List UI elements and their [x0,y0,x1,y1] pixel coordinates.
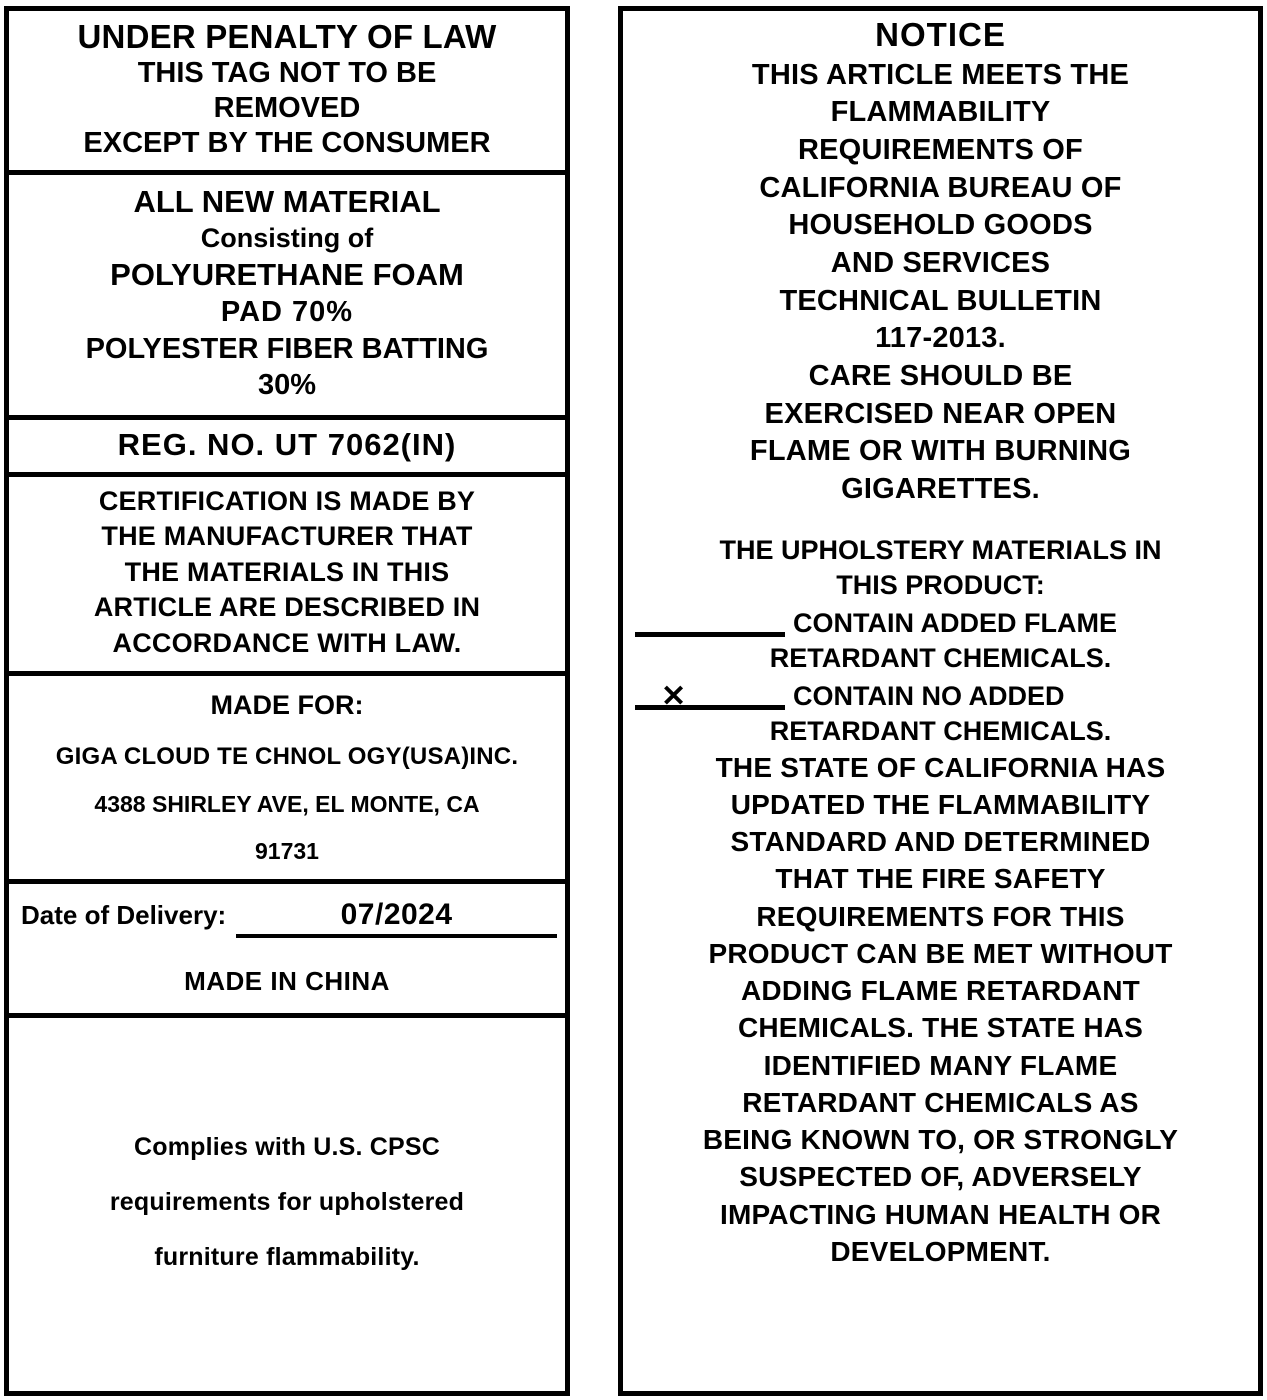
material-section [9,170,565,414]
certification-line-1: CERTIFICATION IS MADE BY [98,485,476,516]
company-name: GIGA CLOUD TE CHNOL OGY(USA)INC. [55,742,519,770]
option-no-added-row[interactable] [633,680,1248,714]
state-statement-line: IMPACTING HUMAN HEALTH OR [719,1198,1162,1230]
notice-body-line: TECHNICAL BULLETIN [779,284,1102,317]
state-statement-line: BEING KNOWN TO, OR STRONGLY [702,1124,1179,1156]
penalty-line-1: UNDER PENALTY OF LAW [77,18,497,55]
certification-section [9,472,565,671]
option-no-added-continuation: RETARDANT CHEMICALS. [769,715,1112,746]
notice-body-line: CARE SHOULD BE [808,360,1073,393]
certification-line-3: THE MATERIALS IN THIS [124,556,450,587]
state-statement-line: IDENTIFIED MANY FLAME [763,1049,1118,1081]
company-address-line-1: 4388 SHIRLEY AVE, EL MONTE, CA [94,790,480,817]
notice-body [750,57,1131,509]
notice-body-line: AND SERVICES [830,247,1051,280]
notice-body-line: 117-2013. [875,322,1006,355]
cpsc-line-3: furniture flammability. [154,1242,420,1271]
material-heading: ALL NEW MATERIAL [133,184,441,220]
certification-line-5: ACCORDANCE WITH LAW. [112,628,462,659]
material-batting-percent: 30% [257,368,317,401]
state-statement-line: UPDATED THE FLAMMABILITY [730,788,1151,820]
state-statement-line: DEVELOPMENT. [830,1235,1051,1267]
material-pad: PAD 70% [220,296,354,329]
upholstery-intro [719,533,1161,603]
penalty-line-4: EXCEPT BY THE CONSUMER [83,126,491,159]
state-statement [703,749,1178,1270]
notice-body-line: GIGARETTES. [841,473,1040,506]
notice-title: NOTICE [875,16,1006,53]
delivery-label: Date of Delivery: [21,899,227,930]
checkbox-blank-contain-added[interactable] [635,609,785,639]
material-consisting-label: Consisting of [200,222,374,253]
right-panel [618,6,1263,1396]
state-statement-line: PRODUCT CAN BE MET WITHOUT [708,937,1173,969]
penalty-section [9,11,565,170]
cpsc-section [9,1013,565,1391]
state-statement-line: SUSPECTED OF, ADVERSELY [739,1161,1142,1193]
notice-body-line: FLAMMABILITY [830,96,1051,129]
option-contain-added-continuation: RETARDANT CHEMICALS. [769,642,1112,673]
notice-body-line: CALIFORNIA BUREAU OF [759,171,1122,204]
notice-body-line: EXERCISED NEAR OPEN [764,397,1117,430]
notice-body-line: HOUSEHOLD GOODS [788,209,1093,242]
certification-line-4: ARTICLE ARE DESCRIBED IN [93,592,481,623]
left-panel [4,6,570,1396]
notice-body-line: THIS ARTICLE MEETS THE [751,58,1130,91]
registration-number: REG. NO. UT 7062(IN) [117,426,457,462]
option-contain-added-row[interactable] [633,607,1248,641]
checkbox-blank-no-added[interactable] [635,679,785,713]
made-for-label: MADE FOR: [210,689,364,720]
state-statement-line: REQUIREMENTS FOR THIS [756,900,1125,932]
upholstery-intro-line: THIS PRODUCT: [836,569,1045,600]
state-statement-line: RETARDANT CHEMICALS AS [742,1086,1139,1118]
state-statement-line: THAT THE FIRE SAFETY [775,863,1106,895]
state-statement-line: ADDING FLAME RETARDANT [741,975,1140,1007]
state-statement-line: THE STATE OF CALIFORNIA HAS [715,751,1166,783]
option-no-added-label: CONTAIN NO ADDED [793,680,1065,711]
delivery-section [9,879,565,1013]
material-batting: POLYESTER FIBER BATTING [85,333,489,366]
check-mark-icon: ✕ [661,679,687,713]
delivery-row [17,898,557,938]
delivery-date-value: 07/2024 [236,898,557,938]
state-statement-line: CHEMICALS. THE STATE HAS [737,1012,1144,1044]
made-in-country: MADE IN CHINA [184,965,390,996]
notice-body-line: FLAME OR WITH BURNING [749,435,1132,468]
penalty-line-3: REMOVED [213,91,361,124]
material-foam: POLYURETHANE FOAM [110,256,464,292]
registration-section [9,415,565,472]
company-address-line-2: 91731 [255,837,319,864]
cpsc-line-2: requirements for upholstered [109,1187,465,1216]
made-for-section [9,671,565,879]
state-statement-line: STANDARD AND DETERMINED [730,826,1151,858]
certification-line-2: THE MANUFACTURER THAT [101,521,473,552]
notice-body-line: REQUIREMENTS OF [798,133,1083,166]
cpsc-line-1: Complies with U.S. CPSC [133,1132,441,1161]
option-contain-added-label: CONTAIN ADDED FLAME [793,608,1117,639]
penalty-line-2: THIS TAG NOT TO BE [137,56,437,89]
upholstery-intro-line: THE UPHOLSTERY MATERIALS IN [719,534,1162,565]
